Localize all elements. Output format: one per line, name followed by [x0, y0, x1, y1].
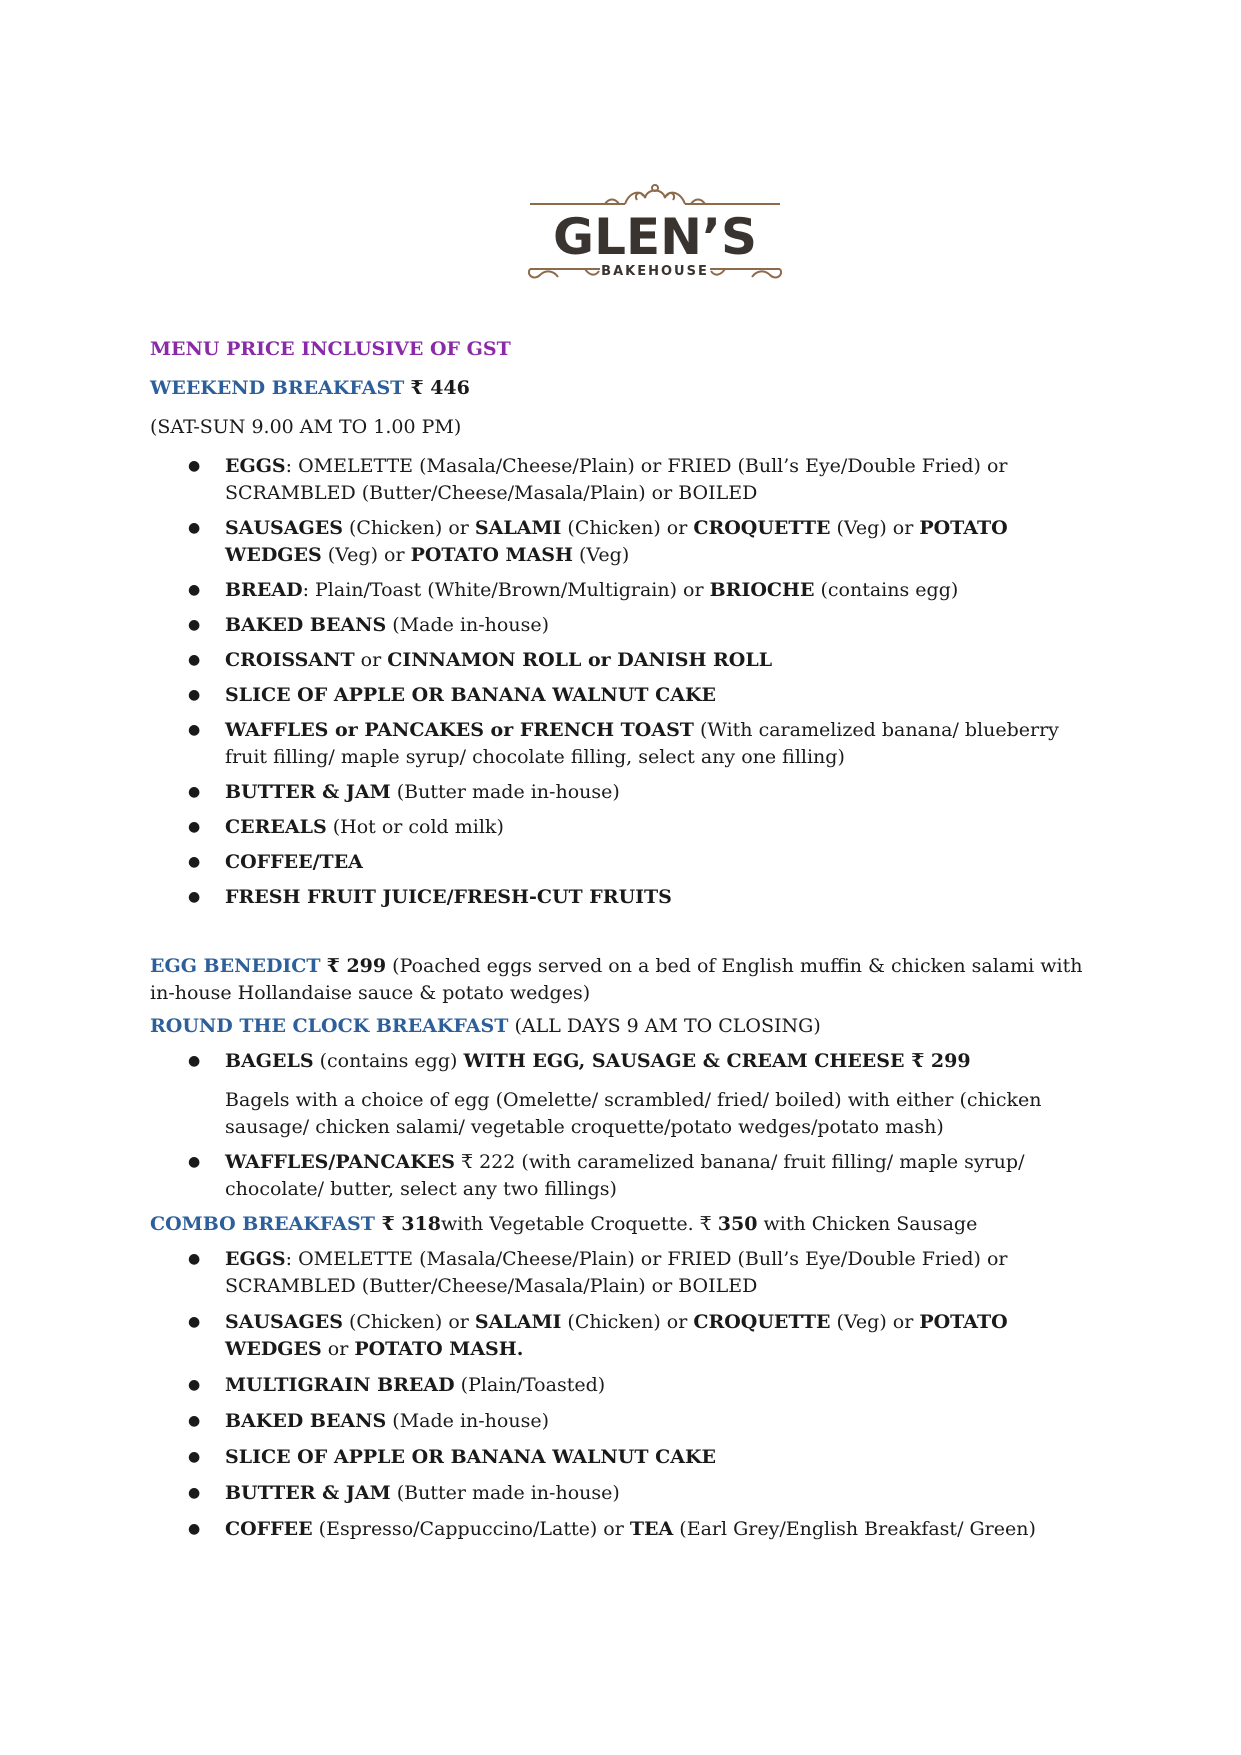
- item-text: (Butter made in-house): [390, 1482, 620, 1504]
- item-bold-text: SALAMI: [474, 517, 562, 539]
- item-bold-text: COFFEE: [225, 1518, 313, 1540]
- item-text: ₹ 222 (with caramelized banana/ fruit filling/ maple syrup/ chocolate/ butter, select any two fillings): [225, 1151, 1025, 1200]
- glens-bakehouse-logo: [525, 176, 785, 296]
- item-text: (Made in-house): [386, 614, 549, 636]
- gst-note: MENU PRICE INCLUSIVE OF GST: [150, 338, 511, 360]
- item-text: (contains egg): [313, 1050, 464, 1072]
- item-bold-text: BUTTER & JAM: [225, 781, 391, 803]
- item-text: (Chicken) or: [561, 1311, 694, 1333]
- list-item: [150, 682, 1100, 709]
- list-item-text: [225, 515, 1100, 569]
- item-bold-text: TEA: [629, 1518, 674, 1540]
- item-bold-text: BAKED BEANS: [225, 614, 387, 636]
- list-item: [150, 612, 1100, 639]
- item-bold-text: SLICE OF APPLE OR BANANA WALNUT CAKE: [225, 684, 716, 706]
- item-bold-text: BREAD: [225, 579, 303, 601]
- list-item-text: [225, 453, 1100, 507]
- egg-benedict-line: [150, 953, 1100, 1007]
- list-item-text: [225, 1309, 1100, 1363]
- weekend-heading: [150, 375, 1100, 402]
- menu-content: [150, 336, 1100, 1552]
- list-item-text: [225, 1480, 1100, 1507]
- list-item-text: [225, 1246, 1100, 1300]
- list-item-text: [225, 647, 1100, 674]
- item-bold-text: EGGS: [225, 1248, 286, 1270]
- item-bold-text: WAFFLES/PANCAKES: [225, 1151, 455, 1173]
- item-bold-text: SALAMI: [474, 1311, 562, 1333]
- list-item: [150, 453, 1100, 507]
- round-clock-heading: [150, 1013, 1100, 1040]
- weekend-title: WEEKEND BREAKFAST: [150, 377, 405, 399]
- item-text: (Chicken) or: [342, 1311, 475, 1333]
- list-item: [150, 1408, 1100, 1435]
- item-text: (Chicken) or: [342, 517, 475, 539]
- list-item: [150, 1480, 1100, 1507]
- item-bold-text: WITH EGG, SAUSAGE & CREAM CHEESE ₹ 299: [463, 1050, 971, 1072]
- list-item: [150, 1149, 1100, 1203]
- list-item-text: [225, 884, 1100, 911]
- item-bold-text: CROISSANT: [225, 649, 355, 671]
- list-item-text: [225, 1372, 1100, 1399]
- list-item-text: [225, 612, 1100, 639]
- list-item-text: [225, 717, 1100, 771]
- item-text: (Espresso/Cappuccino/Latte) or: [312, 1518, 630, 1540]
- logo-brand-text: GLEN’S: [553, 208, 757, 266]
- list-item: [150, 577, 1100, 604]
- list-item: [150, 1048, 1100, 1141]
- list-item: [150, 849, 1100, 876]
- item-text: or: [321, 1338, 355, 1360]
- list-item-subtext: Bagels with a choice of egg (Omelette/ scrambled/ fried/ boiled) with either (chicken sausage/ chicken salami/ vegetable croquette/potato wedges/potato mash): [225, 1089, 1042, 1138]
- list-item: [150, 1309, 1100, 1363]
- item-text: (Plain/Toasted): [454, 1374, 606, 1396]
- list-item: [150, 1246, 1100, 1300]
- list-item-text: [225, 849, 1100, 876]
- item-text: (Butter made in-house): [390, 781, 620, 803]
- round-clock-title: ROUND THE CLOCK BREAKFAST: [150, 1015, 509, 1037]
- list-item-text: [225, 682, 1100, 709]
- item-text: : OMELETTE (Masala/Cheese/Plain) or FRIED (Bull’s Eye/Double Fried) or SCRAMBLED (Butter/Cheese/Masala/Plain) or BOILED: [225, 455, 1008, 504]
- item-text: (Made in-house): [386, 1410, 549, 1432]
- combo-price-2: 350: [717, 1213, 758, 1235]
- weekend-price: ₹ 446: [410, 377, 470, 399]
- item-bold-text: COFFEE/TEA: [225, 851, 363, 873]
- round-clock-timing: (ALL DAYS 9 AM TO CLOSING): [508, 1015, 821, 1037]
- list-item: [150, 1516, 1100, 1543]
- item-bold-text: POTATO WEDGES: [225, 517, 1008, 566]
- weekend-items-list: [150, 453, 1100, 911]
- list-item-text: [225, 779, 1100, 806]
- item-bold-text: POTATO WEDGES: [225, 1311, 1008, 1360]
- item-bold-text: SAUSAGES: [225, 517, 343, 539]
- item-bold-text: POTATO MASH.: [354, 1338, 524, 1360]
- item-bold-text: CINNAMON ROLL or DANISH ROLL: [387, 649, 773, 671]
- item-text: (Earl Grey/English Breakfast/ Green): [673, 1518, 1036, 1540]
- item-text: (Hot or cold milk): [326, 816, 504, 838]
- list-item-text: [225, 1048, 1100, 1075]
- item-text: (Veg) or: [321, 544, 411, 566]
- egg-benedict-price: ₹ 299: [326, 955, 387, 977]
- item-bold-text: BAKED BEANS: [225, 1410, 387, 1432]
- item-bold-text: BRIOCHE: [709, 579, 815, 601]
- list-item-text: [225, 1408, 1100, 1435]
- list-item: [150, 814, 1100, 841]
- item-bold-text: MULTIGRAIN BREAD: [225, 1374, 455, 1396]
- item-text: (Veg): [572, 544, 630, 566]
- item-text: (With caramelized banana/ blueberry fruit filling/ maple syrup/ chocolate filling, select any one filling): [225, 719, 1059, 768]
- item-bold-text: CROQUETTE: [693, 1311, 831, 1333]
- round-clock-items-list: [150, 1048, 1100, 1203]
- egg-benedict-desc: (Poached eggs served on a bed of English muffin & chicken salami with in-house Hollandaise sauce & potato wedges): [150, 955, 1083, 1004]
- logo-sub-text: BAKEHOUSE: [601, 264, 709, 279]
- combo-heading: [150, 1211, 1100, 1238]
- combo-price-1: ₹ 318: [374, 1213, 441, 1235]
- list-item-text: [225, 1444, 1100, 1471]
- list-item: [150, 779, 1100, 806]
- list-item: [150, 1372, 1100, 1399]
- item-text: (contains egg): [814, 579, 959, 601]
- combo-items-list: [150, 1246, 1100, 1543]
- combo-text-1: with Vegetable Croquette. ₹: [440, 1213, 718, 1235]
- item-bold-text: EGGS: [225, 455, 286, 477]
- list-item-text: [225, 577, 1100, 604]
- list-item: [150, 1444, 1100, 1471]
- list-item-text: [225, 814, 1100, 841]
- item-text: (Veg) or: [830, 1311, 920, 1333]
- weekend-timing: (SAT-SUN 9.00 AM TO 1.00 PM): [150, 416, 462, 438]
- list-item-text: [225, 1516, 1100, 1543]
- combo-text-2: with Chicken Sausage: [757, 1213, 978, 1235]
- item-bold-text: POTATO MASH: [410, 544, 573, 566]
- item-bold-text: SAUSAGES: [225, 1311, 343, 1333]
- item-text: : OMELETTE (Masala/Cheese/Plain) or FRIED (Bull’s Eye/Double Fried) or SCRAMBLED (Butter/Cheese/Masala/Plain) or BOILED: [225, 1248, 1008, 1297]
- item-text: or: [354, 649, 388, 671]
- list-item: [150, 647, 1100, 674]
- combo-title: COMBO BREAKFAST: [150, 1213, 375, 1235]
- item-bold-text: WAFFLES or PANCAKES or FRENCH TOAST: [225, 719, 694, 741]
- item-bold-text: SLICE OF APPLE OR BANANA WALNUT CAKE: [225, 1446, 716, 1468]
- item-text: (Chicken) or: [561, 517, 694, 539]
- item-bold-text: BUTTER & JAM: [225, 1482, 391, 1504]
- top-ornament-icon: [530, 185, 780, 204]
- item-bold-text: FRESH FRUIT JUICE/FRESH-CUT FRUITS: [225, 886, 672, 908]
- egg-benedict-title: EGG BENEDICT: [150, 955, 321, 977]
- list-item: [150, 515, 1100, 569]
- list-item-text: [225, 1149, 1100, 1203]
- item-bold-text: CEREALS: [225, 816, 327, 838]
- list-item: [150, 717, 1100, 771]
- list-item: [150, 884, 1100, 911]
- item-text: : Plain/Toast (White/Brown/Multigrain) or: [302, 579, 710, 601]
- item-bold-text: BAGELS: [225, 1050, 314, 1072]
- item-text: (Veg) or: [830, 517, 920, 539]
- item-bold-text: CROQUETTE: [693, 517, 831, 539]
